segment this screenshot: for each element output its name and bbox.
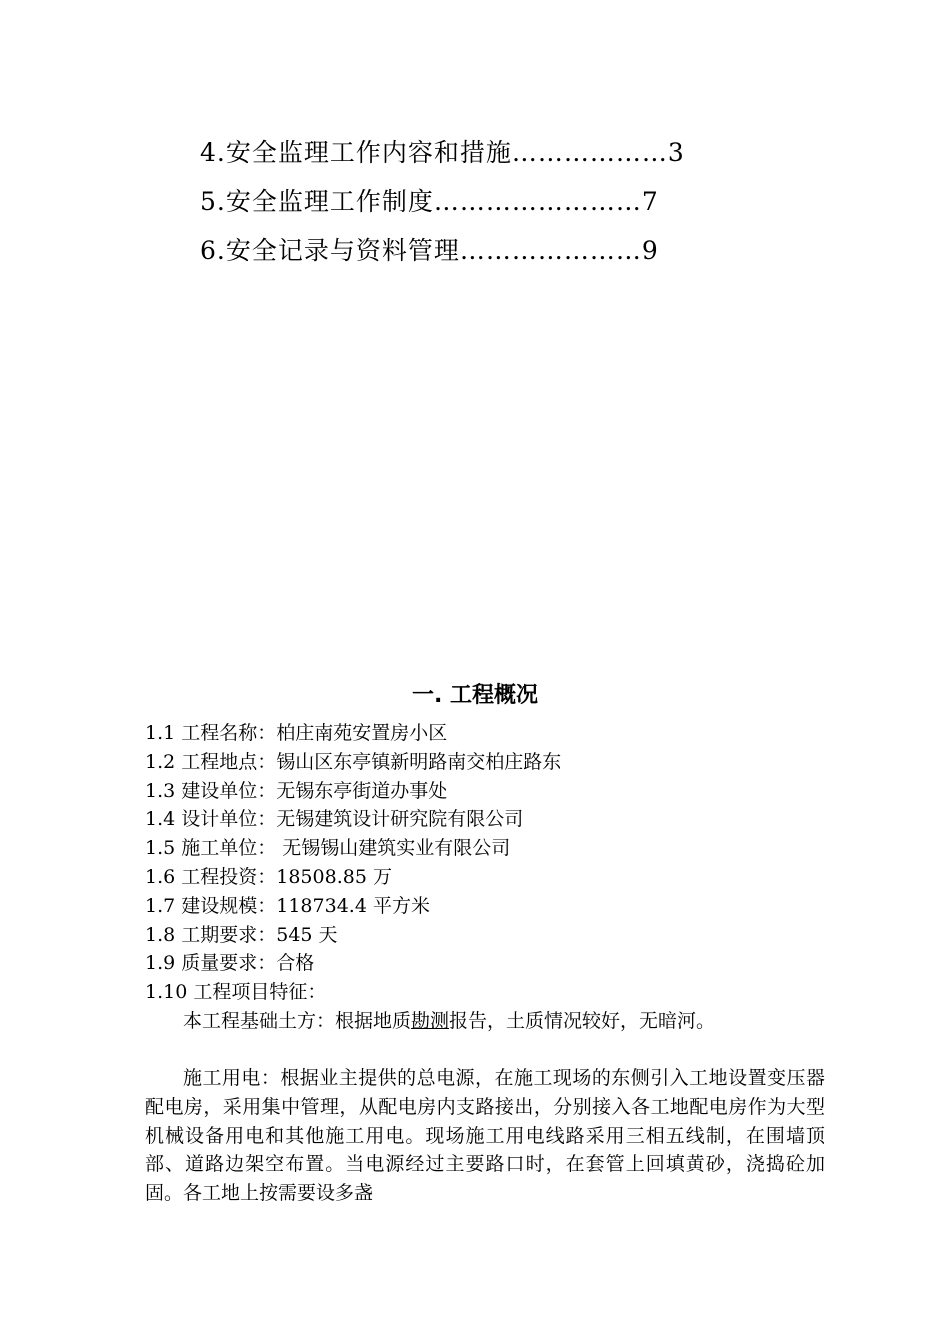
info-project-location: 1.2 工程地点：锡山区东亭镇新明路南交柏庄路东 [145, 750, 562, 773]
info-features-heading: 1.10 工程项目特征： [145, 981, 327, 1004]
paragraph-foundation [145, 1007, 825, 1036]
toc-entry-5[interactable]: 5.安全监理工作制度……………………7 [200, 187, 659, 216]
info-contractor: 1.5 施工单位： 无锡锡山建筑实业有限公司 [145, 837, 511, 860]
info-duration: 1.8 工期要求：545 天 [145, 923, 338, 946]
paragraph-foundation-text-end: 报告，土质情况较好，无暗河。 [449, 1010, 716, 1032]
section-title: 一. 工程概况 [411, 683, 539, 708]
toc-entry-4[interactable]: 4.安全监理工作内容和措施………………3 [200, 138, 685, 167]
paragraph-foundation-text: 本工程基础土方：根据地质 [183, 1010, 412, 1032]
project-info-list [145, 719, 825, 1007]
info-project-name: 1.1 工程名称：柏庄南苑安置房小区 [145, 722, 448, 744]
paragraph-power-supply: 施工用电：根据业主提供的总电源，在施工现场的东侧引入工地设置变压器配电房，采用集中管理，从配电房内支路接出，分别接入各工地配电房作为大型机械设备用电和其他施工用电。现场施工用电线路采用三相五线制，在围墙顶部、道路边架空布置。当电源经过主要路口时，在套管上回填黄砂，浇捣砼加固。各工地上按需要设多盏 [145, 1067, 825, 1205]
table-of-contents [200, 128, 740, 275]
info-quality: 1.9 质量要求：合格 [145, 952, 315, 975]
toc-entry-6[interactable]: 6.安全记录与资料管理…………………9 [200, 236, 659, 265]
underlined-term: 勘测 [411, 1010, 450, 1032]
info-investment: 1.6 工程投资：18508.85 万 [145, 865, 392, 888]
info-owner: 1.3 建设单位：无锡东亭街道办事处 [145, 779, 448, 802]
info-scale: 1.7 建设规模：118734.4 平方米 [145, 894, 430, 917]
info-designer: 1.4 设计单位：无锡建筑设计研究院有限公司 [145, 808, 524, 831]
